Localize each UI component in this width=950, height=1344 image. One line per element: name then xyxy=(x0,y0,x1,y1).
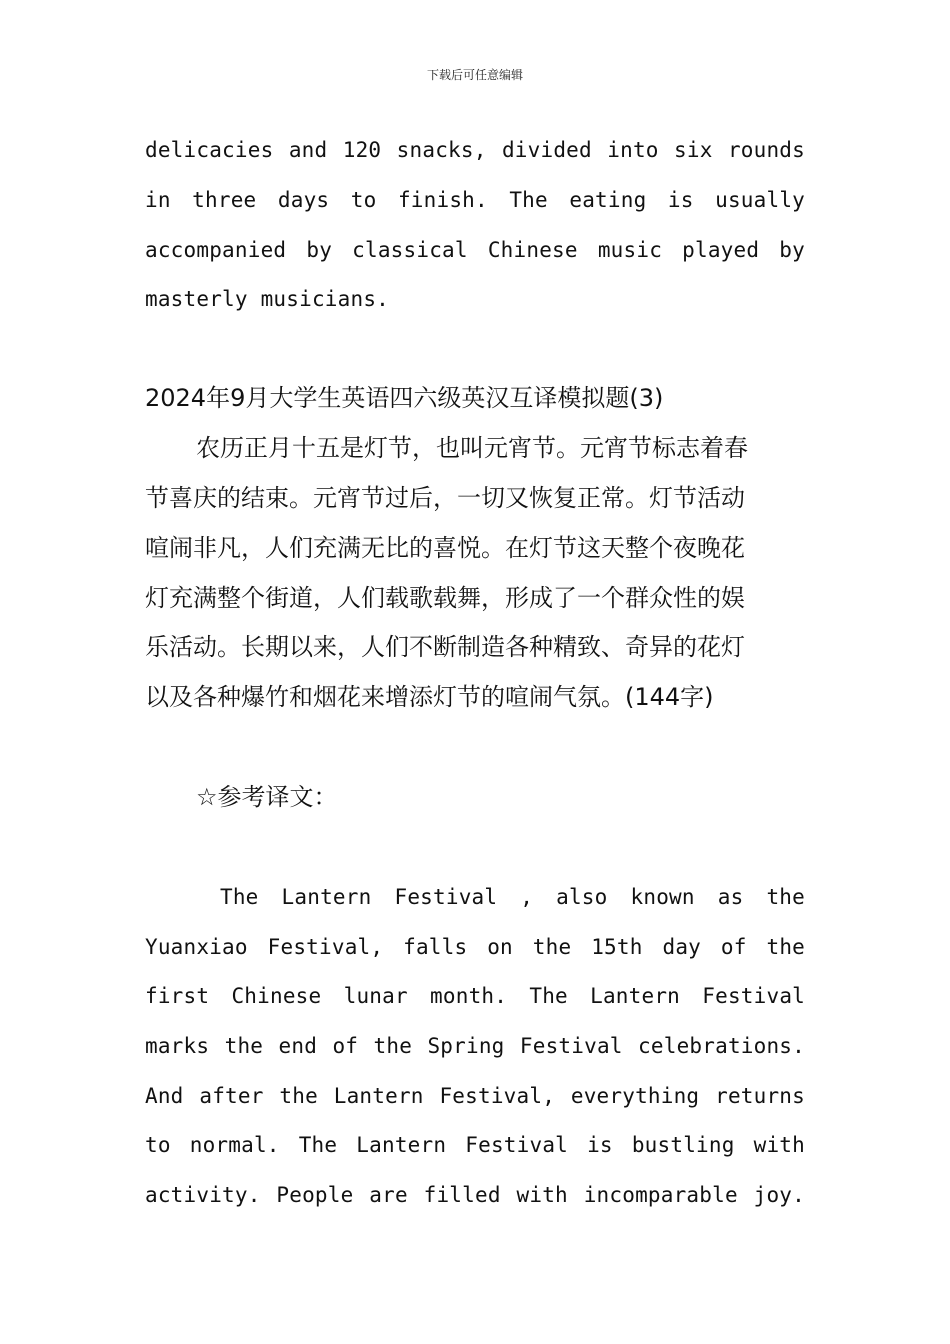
chinese-line-5: 乐活动。长期以来，人们不断制造各种精致、奇异的花灯 xyxy=(145,633,745,661)
translation-line-5: And after the Lantern Festival, everything returns xyxy=(145,1084,805,1108)
chinese-line-2: 节喜庆的结束。元宵节过后，一切又恢复正常。灯节活动 xyxy=(145,484,745,512)
translation-line-3: first Chinese lunar month. The Lantern Festival xyxy=(145,984,805,1008)
translation-line-2: Yuanxiao Festival, falls on the 15th day of the xyxy=(145,935,805,959)
english-prev-line-4: masterly musicians. xyxy=(145,287,390,311)
english-prev-line-3: accompanied by classical Chinese music played by xyxy=(145,238,805,262)
translation-line-6: to normal. The Lantern Festival is bustling with xyxy=(145,1133,805,1157)
english-prev-line-1: delicacies and 120 snacks, divided into six rounds xyxy=(145,138,805,162)
chinese-line-1: 农历正月十五是灯节，也叫元宵节。元宵节标志着春 xyxy=(196,434,748,462)
page-header: 下载后可任意编辑 xyxy=(426,68,523,82)
reference-translation-label: ☆参考译文： xyxy=(196,783,338,811)
translation-line-4: marks the end of the Spring Festival celebrations. xyxy=(145,1034,805,1058)
translation-line-7: activity. People are filled with incomparable joy. xyxy=(145,1183,805,1207)
chinese-line-6: 以及各种爆竹和烟花来增添灯节的喧闹气氛。(144字) xyxy=(145,683,714,711)
section-title: 2024年9月大学生英语四六级英汉互译模拟题(3) xyxy=(145,384,664,412)
chinese-line-3: 喧闹非凡，人们充满无比的喜悦。在灯节这天整个夜晚花 xyxy=(145,534,745,562)
english-prev-line-2: in three days to finish. The eating is usually xyxy=(145,188,805,212)
chinese-line-4: 灯充满整个街道，人们载歌载舞，形成了一个群众性的娱 xyxy=(145,584,745,612)
translation-line-1: The Lantern Festival , also known as the xyxy=(220,885,805,909)
